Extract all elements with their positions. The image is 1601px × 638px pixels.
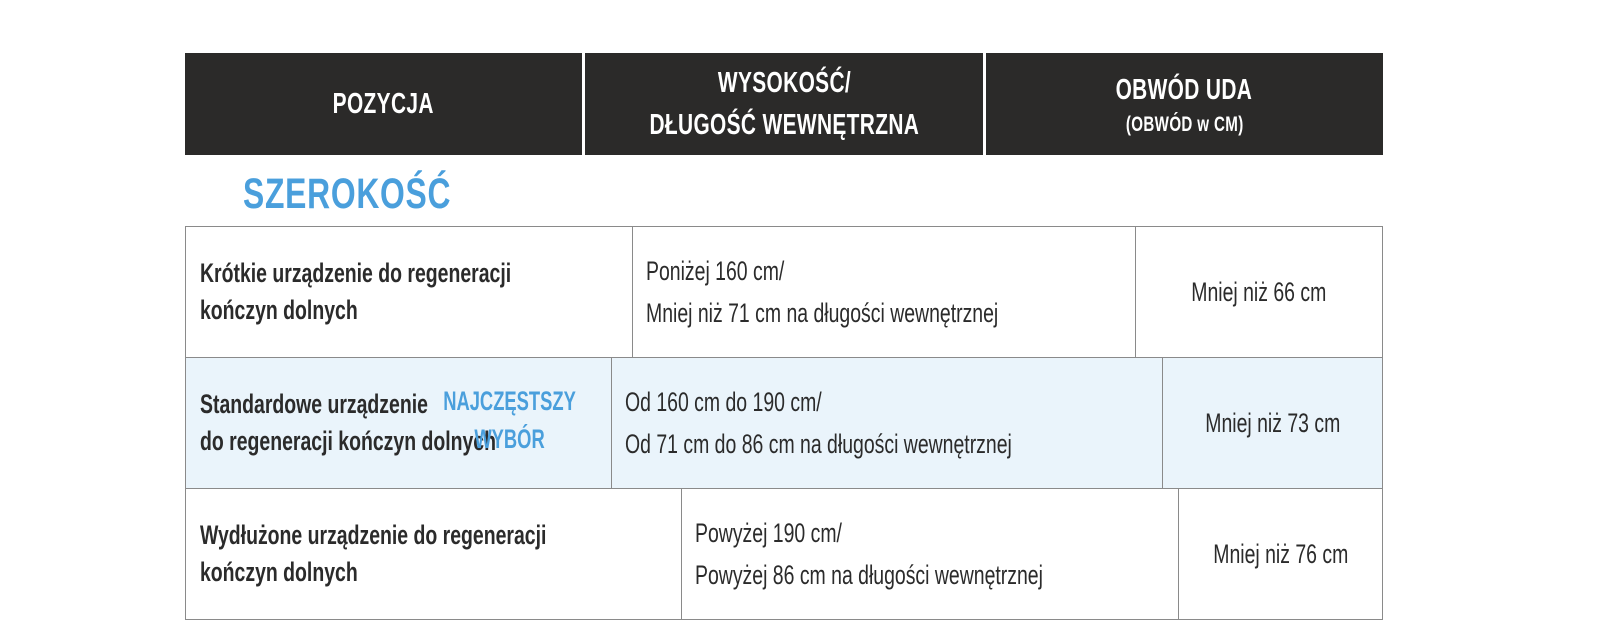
most-popular-badge bbox=[412, 382, 607, 458]
size-table bbox=[185, 226, 1383, 620]
height-line2: Od 71 cm do 86 cm na długości wewnętrznej bbox=[625, 429, 1012, 459]
circumference-cell bbox=[1163, 358, 1382, 488]
header-height-line1: WYSOKOŚĆ/ bbox=[717, 67, 851, 99]
height-line1: Poniżej 160 cm/ bbox=[646, 256, 785, 286]
position-name-line2: kończyn dolnych bbox=[200, 557, 358, 587]
table-row bbox=[186, 489, 1382, 619]
height-line2: Mniej niż 71 cm na długości wewnętrznej bbox=[646, 298, 999, 328]
header-position-label: POZYCJA bbox=[333, 88, 435, 120]
height-line2: Powyżej 86 cm na długości wewnętrznej bbox=[695, 560, 1044, 590]
position-name-line2: do regeneracji kończyn dolnych bbox=[200, 426, 496, 456]
circumference-cell bbox=[1136, 227, 1382, 357]
circumference-value: Mniej niż 76 cm bbox=[1213, 539, 1349, 569]
position-cell bbox=[186, 227, 633, 357]
position-cell bbox=[186, 358, 612, 488]
position-name-line1: Wydłużone urządzenie do regeneracji bbox=[200, 520, 547, 550]
header-circumference-line1: OBWÓD UDA bbox=[1116, 74, 1253, 106]
table-header bbox=[185, 53, 1383, 155]
table-row bbox=[186, 358, 1382, 489]
height-cell bbox=[682, 489, 1179, 619]
position-name-line1: Standardowe urządzenie bbox=[200, 389, 428, 419]
position-name-line2: kończyn dolnych bbox=[200, 295, 358, 325]
circumference-cell bbox=[1179, 489, 1382, 619]
height-cell bbox=[633, 227, 1136, 357]
header-height bbox=[585, 53, 985, 155]
height-cell bbox=[612, 358, 1163, 488]
badge-line2: WYBÓR bbox=[474, 424, 545, 454]
height-line1: Od 160 cm do 190 cm/ bbox=[625, 387, 822, 417]
header-height-line2: DŁUGOŚĆ WEWNĘTRZNA bbox=[649, 109, 919, 141]
header-position bbox=[185, 53, 585, 155]
table-row bbox=[186, 227, 1382, 358]
height-line1: Powyżej 190 cm/ bbox=[695, 518, 843, 548]
section-title: SZEROKOŚĆ bbox=[243, 170, 452, 218]
header-circumference bbox=[986, 53, 1383, 155]
position-cell bbox=[186, 489, 682, 619]
header-circumference-line2: (OBWÓD w CM) bbox=[1125, 113, 1244, 136]
circumference-value: Mniej niż 66 cm bbox=[1191, 277, 1327, 307]
position-name-line1: Krótkie urządzenie do regeneracji bbox=[200, 258, 512, 288]
circumference-value: Mniej niż 73 cm bbox=[1205, 408, 1341, 438]
badge-line1: NAJCZĘSTSZY bbox=[443, 386, 576, 416]
